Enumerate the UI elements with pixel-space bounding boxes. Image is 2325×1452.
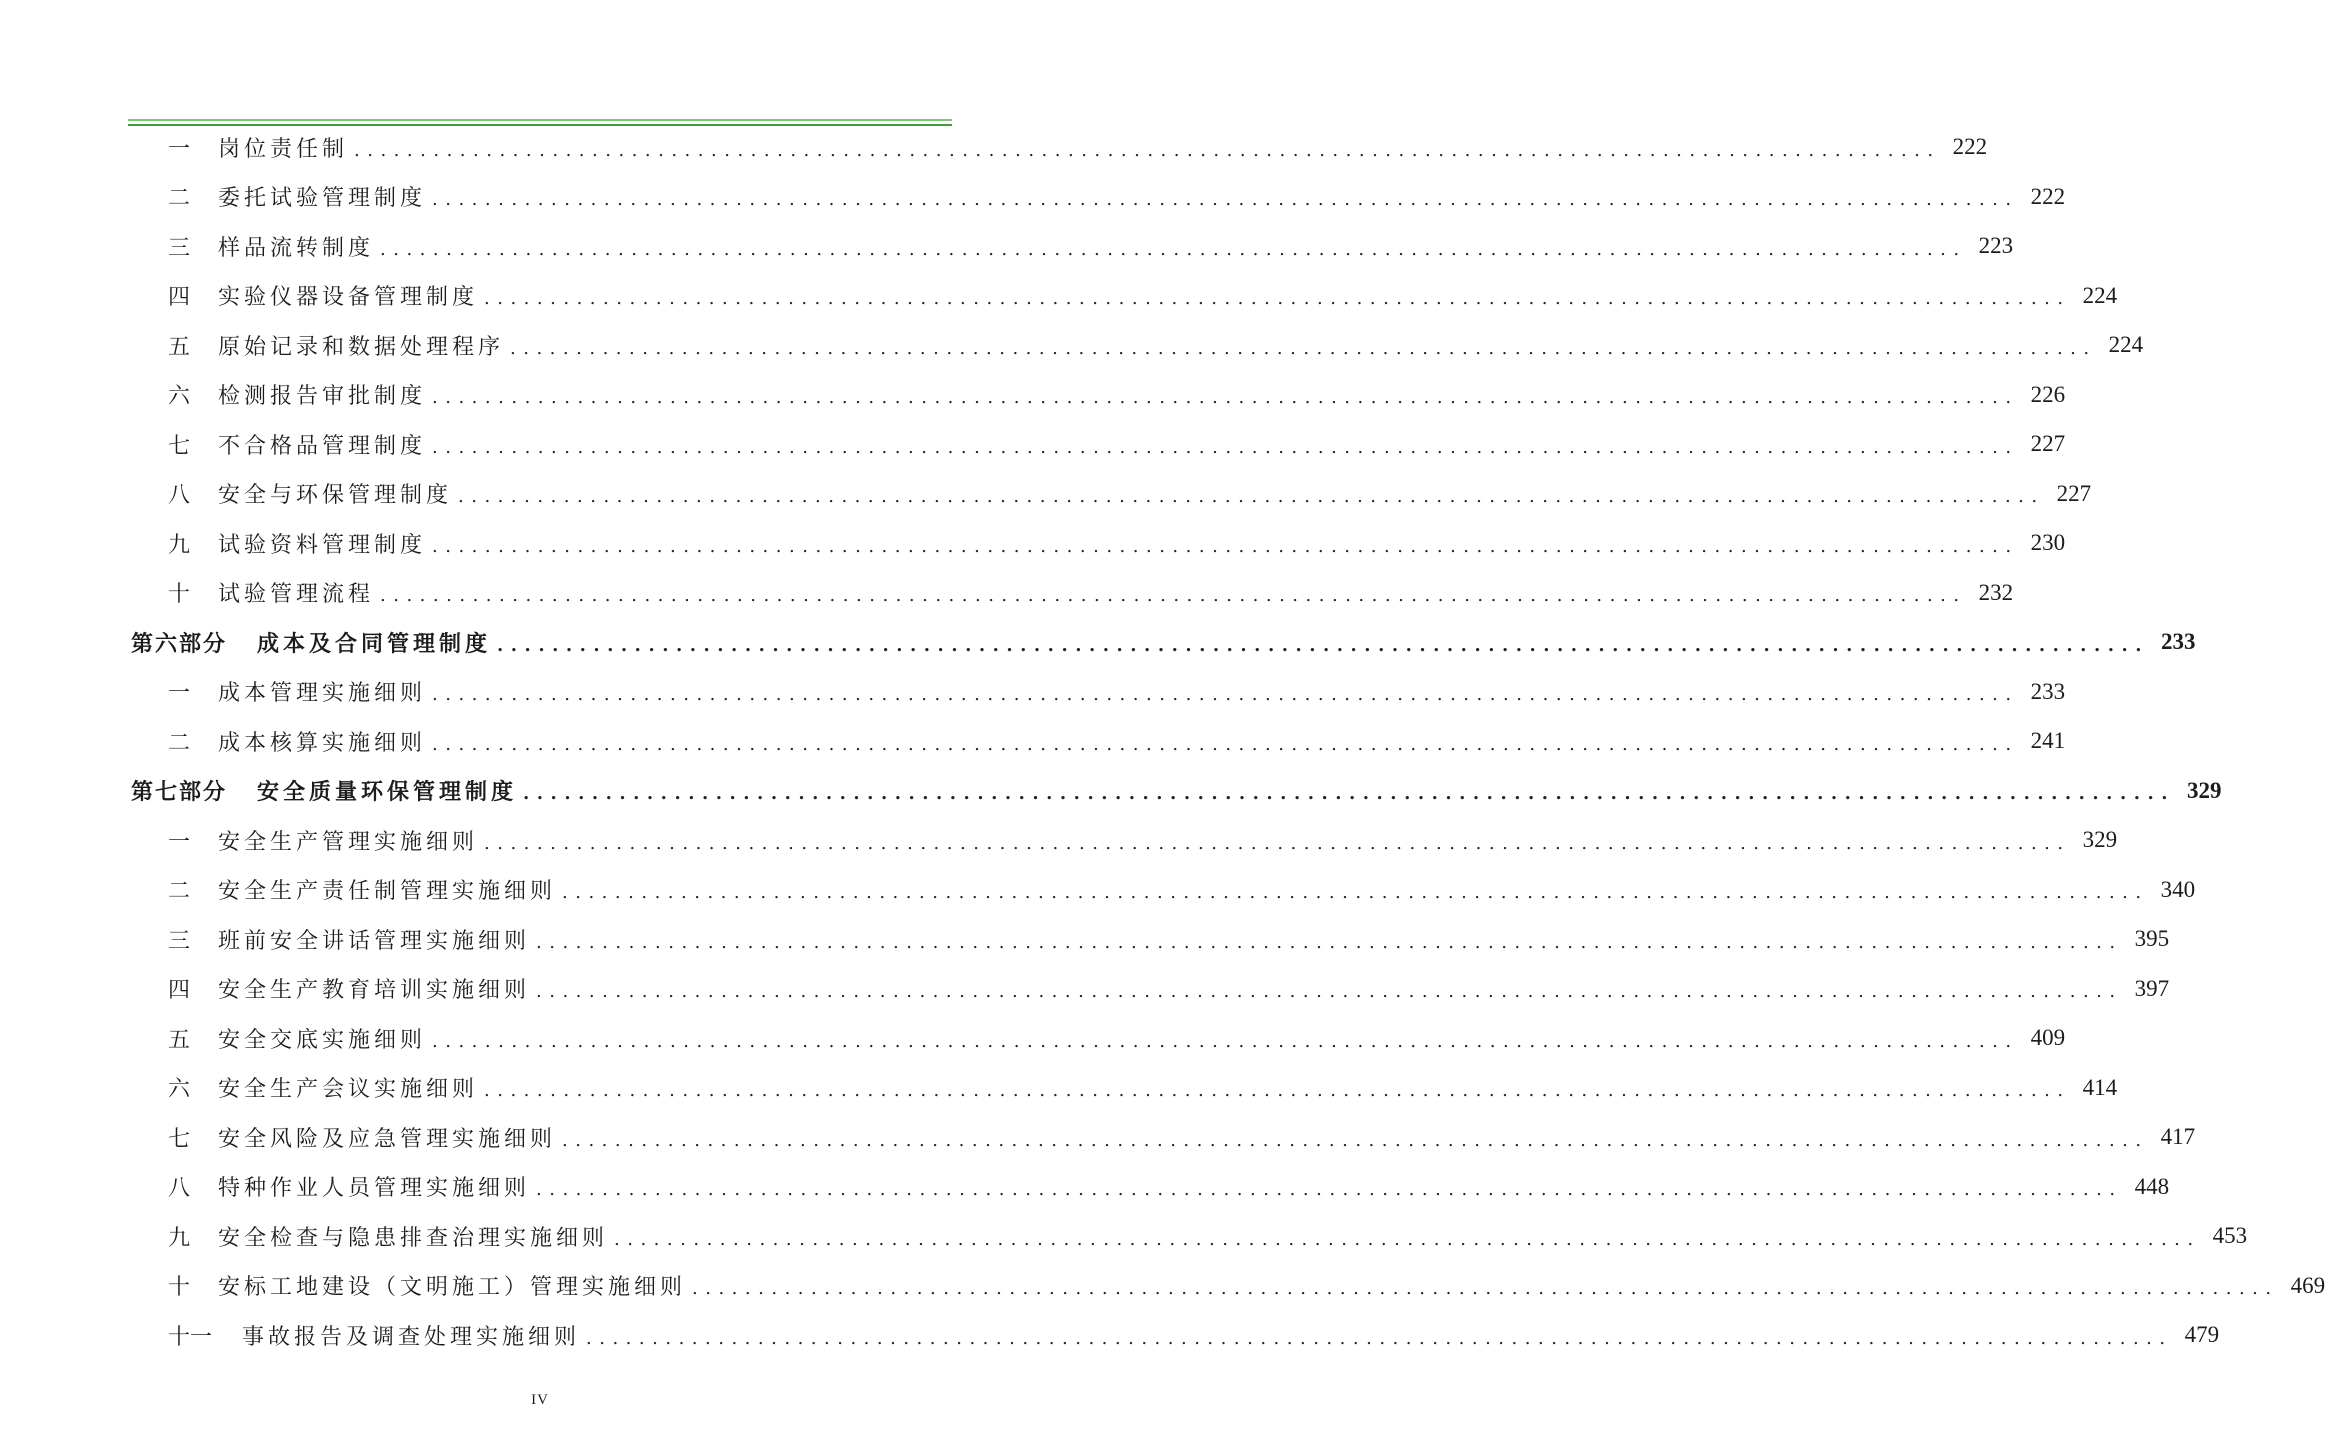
toc-entry-number: 八 <box>168 1176 191 1201</box>
toc-entry-title: 岗位责任制 <box>218 136 349 162</box>
toc-entry-number: 七 <box>168 1126 191 1152</box>
toc-entry[interactable] <box>168 370 2066 420</box>
toc-entry-page: 224 <box>2108 332 2144 357</box>
toc-entry-page: 329 <box>2082 827 2118 852</box>
toc-leader-dots: ........................................................................................................................ <box>523 783 2176 804</box>
toc-leader-dots: ........................................................................................................................ <box>692 1278 2279 1299</box>
toc-entry[interactable] <box>168 1112 2196 1162</box>
toc-entry-title: 安全生产教育培训实施细则 <box>218 978 531 1003</box>
toc-leader-dots: ........................................................................................................................ <box>562 882 2149 903</box>
toc-entry-title: 安全风险及应急管理实施细则 <box>218 1126 557 1152</box>
toc-entry[interactable] <box>168 865 2196 915</box>
toc-entry-number: 一 <box>168 829 191 855</box>
toc-entry[interactable] <box>168 469 2092 519</box>
toc-leader-dots: ........................................................................................................................ <box>458 486 2045 507</box>
toc-leader-dots: ........................................................................................................................ <box>432 436 2019 458</box>
toc-entry-number: 九 <box>168 532 191 558</box>
toc-entry-page: 223 <box>1978 233 2014 258</box>
toc-entry-number: 三 <box>168 235 191 261</box>
toc-entry-title: 成本及合同管理制度 <box>257 630 492 657</box>
toc-entry-page: 224 <box>2082 282 2118 308</box>
toc-entry-number: 八 <box>168 483 191 508</box>
toc-leader-dots: ........................................................................................................................ <box>484 288 2071 309</box>
toc-entry-number: 第六部分 <box>131 630 228 657</box>
toc-entry[interactable] <box>168 1261 2325 1311</box>
toc-entry[interactable] <box>168 1013 2066 1063</box>
toc-entry-number: 一 <box>168 136 191 162</box>
toc-entry[interactable] <box>168 1211 2248 1261</box>
toc-entry-number: 二 <box>168 730 191 756</box>
toc-leader-dots: ........................................................................................................................ <box>562 1129 2149 1151</box>
toc-entry[interactable] <box>168 964 2170 1014</box>
toc-leader-dots: ........................................................................................................................ <box>484 832 2071 854</box>
toc-entry-page: 233 <box>2030 678 2066 704</box>
toc-entry-page: 329 <box>2187 777 2222 803</box>
toc-leader-dots: ........................................................................................................................ <box>432 189 2019 210</box>
toc-entry[interactable] <box>168 716 2066 766</box>
toc-entry-number: 四 <box>168 285 191 310</box>
toc-entry[interactable] <box>168 320 2144 370</box>
toc-leader-dots: ........................................................................................................................ <box>380 238 1967 260</box>
page-number: IV <box>531 1392 549 1408</box>
header-rule-light <box>128 119 952 121</box>
toc-entry-page: 397 <box>2134 975 2170 1001</box>
toc-entry[interactable] <box>168 271 2118 321</box>
toc-entry-number: 四 <box>168 978 191 1003</box>
toc-leader-dots: ........................................................................................................................ <box>432 684 2019 705</box>
toc-entry-number: 九 <box>168 1225 191 1251</box>
toc-entry-number: 十一 <box>168 1324 213 1350</box>
toc-part-entry[interactable] <box>131 766 2222 816</box>
toc-entry[interactable] <box>168 1162 2170 1212</box>
toc-entry-page: 232 <box>1978 579 2014 605</box>
toc-entry-page: 222 <box>2030 183 2066 209</box>
toc-leader-dots: ........................................................................................................................ <box>536 931 2123 953</box>
toc-entry-number: 一 <box>168 681 191 706</box>
toc-entry-title: 安全生产责任制管理实施细则 <box>218 879 557 904</box>
toc-entry-page: 395 <box>2134 926 2170 951</box>
toc-entry-number: 十 <box>168 582 191 607</box>
toc-entry-page: 453 <box>2212 1223 2248 1248</box>
toc-entry-number: 五 <box>168 334 191 360</box>
toc-leader-dots: ........................................................................................................................ <box>432 387 2019 408</box>
toc-entry-title: 安全与环保管理制度 <box>218 483 453 508</box>
toc-leader-dots: ........................................................................................................................ <box>354 139 1941 161</box>
toc-leader-dots: ........................................................................................................................ <box>510 337 2097 359</box>
toc-entry-number: 二 <box>168 186 191 211</box>
toc-entry-number: 七 <box>168 433 191 459</box>
toc-leader-dots: ........................................................................................................................ <box>380 585 1967 606</box>
toc-entry[interactable] <box>168 815 2118 865</box>
toc-entry-title: 安全生产会议实施细则 <box>218 1077 479 1102</box>
toc-entry-title: 成本管理实施细则 <box>218 681 427 706</box>
toc-entry-title: 特种作业人员管理实施细则 <box>218 1176 531 1201</box>
toc-entry[interactable] <box>168 518 2066 568</box>
toc-part-entry[interactable] <box>131 617 2196 667</box>
toc-entry-title: 安全质量环保管理制度 <box>257 779 518 805</box>
toc-entry-title: 原始记录和数据处理程序 <box>218 334 505 360</box>
toc-entry-title: 委托试验管理制度 <box>218 186 427 211</box>
toc-entry-title: 安全交底实施细则 <box>218 1027 427 1053</box>
toc-entry-page: 340 <box>2160 876 2196 902</box>
toc-leader-dots: ........................................................................................................................ <box>432 535 2019 557</box>
toc-entry-page: 479 <box>2184 1322 2220 1347</box>
toc-entry-number: 五 <box>168 1027 191 1053</box>
toc-entry-number: 二 <box>168 879 191 904</box>
toc-entry-page: 241 <box>2030 728 2066 753</box>
toc-entry-title: 试验管理流程 <box>218 582 375 607</box>
toc-entry-title: 安标工地建设（文明施工）管理实施细则 <box>218 1275 687 1300</box>
toc-entry-title: 样品流转制度 <box>218 235 375 261</box>
toc-entry-title: 试验资料管理制度 <box>218 532 427 558</box>
toc-entry-number: 第七部分 <box>131 779 228 805</box>
toc-entry-title: 安全检查与隐患排查治理实施细则 <box>218 1225 609 1251</box>
toc-entry-title: 班前安全讲话管理实施细则 <box>218 928 531 954</box>
toc-entry-page: 222 <box>1952 134 1988 159</box>
toc-leader-dots: ........................................................................................................................ <box>432 1030 2019 1052</box>
toc-leader-dots: ........................................................................................................................ <box>432 733 2019 755</box>
toc-entry-number: 六 <box>168 1077 191 1102</box>
toc-entry-title: 事故报告及调查处理实施细则 <box>242 1324 581 1350</box>
toc-entry-number: 十 <box>168 1275 191 1300</box>
toc-entry[interactable] <box>168 122 1988 172</box>
toc-entry-title: 实验仪器设备管理制度 <box>218 285 479 310</box>
toc-leader-dots: ........................................................................................................................ <box>536 1179 2123 1200</box>
toc-entry-title: 不合格品管理制度 <box>218 433 427 459</box>
toc-entry[interactable] <box>168 1063 2118 1113</box>
toc-entry[interactable] <box>168 914 2170 964</box>
toc-entry[interactable] <box>168 419 2066 469</box>
toc-entry-page: 469 <box>2290 1272 2325 1298</box>
toc-entry-number: 三 <box>168 928 191 954</box>
toc-entry-page: 233 <box>2161 629 2196 654</box>
toc-entry-page: 409 <box>2030 1025 2066 1050</box>
toc-entry-page: 417 <box>2160 1124 2196 1149</box>
toc-leader-dots: ........................................................................................................................ <box>586 1327 2173 1349</box>
toc-entry[interactable] <box>168 667 2066 717</box>
toc-leader-dots: ........................................................................................................................ <box>497 634 2150 656</box>
toc-entry[interactable] <box>168 221 2014 271</box>
toc-leader-dots: ........................................................................................................................ <box>484 1080 2071 1101</box>
toc-entry-page: 448 <box>2134 1173 2170 1199</box>
toc-entry-page: 227 <box>2030 431 2066 456</box>
toc-leader-dots: ........................................................................................................................ <box>536 981 2123 1002</box>
toc-entry[interactable] <box>168 568 2014 618</box>
toc-entry-page: 227 <box>2056 480 2092 506</box>
toc-entry-page: 226 <box>2030 381 2066 407</box>
toc-entry[interactable] <box>168 1310 2220 1360</box>
toc-entry-title: 成本核算实施细则 <box>218 730 427 756</box>
toc-entry-title: 检测报告审批制度 <box>218 384 427 409</box>
toc-entry[interactable] <box>168 172 2066 222</box>
toc-entry-title: 安全生产管理实施细则 <box>218 829 479 855</box>
toc-entry-number: 六 <box>168 384 191 409</box>
toc-entry-page: 414 <box>2082 1074 2118 1100</box>
toc-entry-page: 230 <box>2030 530 2066 555</box>
toc-leader-dots: ........................................................................................................................ <box>614 1228 2201 1250</box>
